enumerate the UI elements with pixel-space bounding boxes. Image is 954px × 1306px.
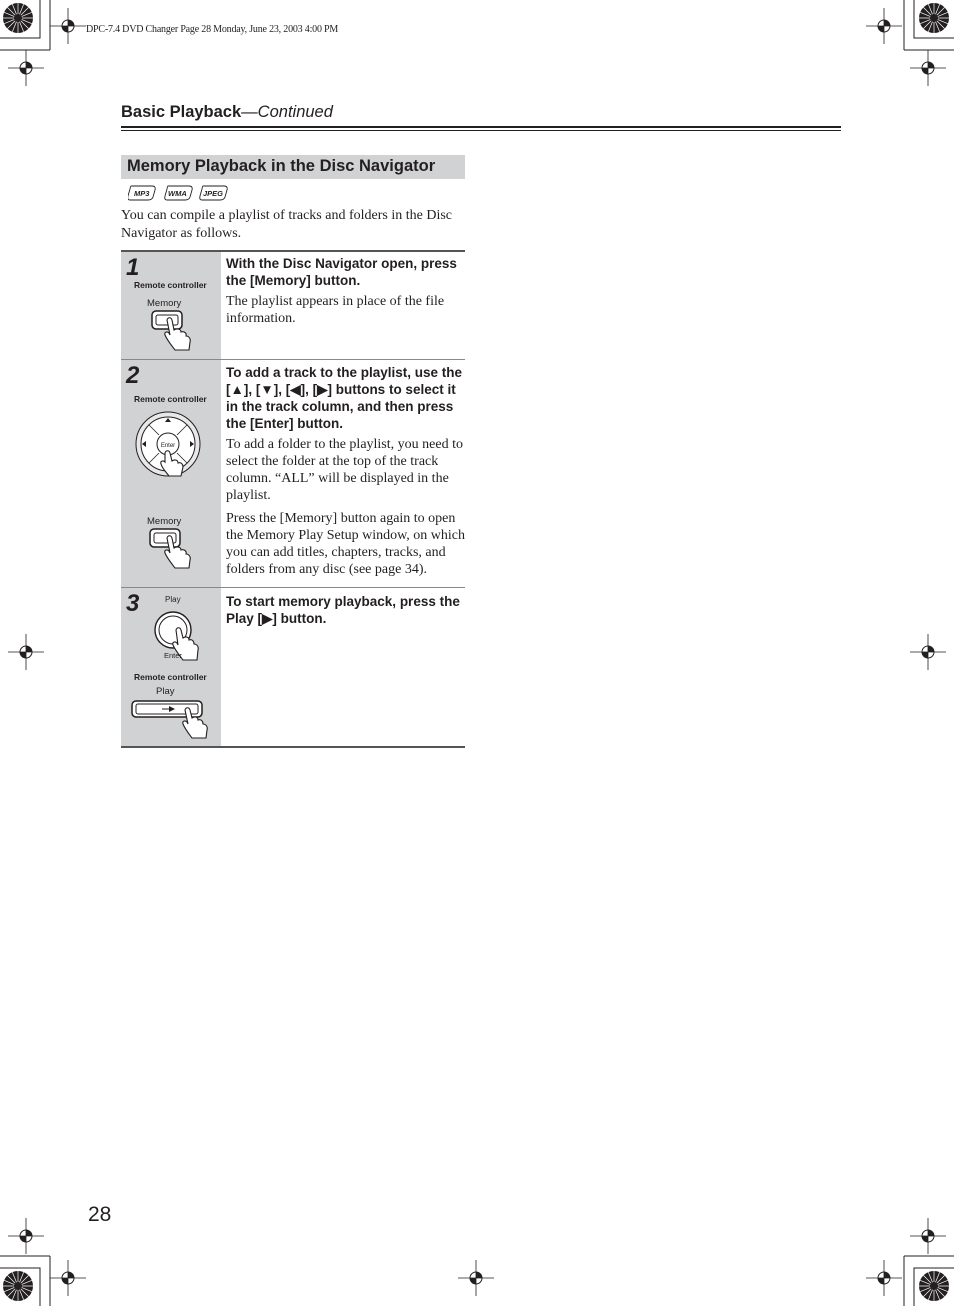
remote-controller-label: Remote controller — [134, 394, 207, 404]
format-badges — [128, 184, 238, 202]
step-2-heading: To add a track to the playlist, use the [▲], [▼], [◀], [▶] buttons to select it in the track column, and then press the [Enter] button. — [226, 365, 463, 431]
step-2-body — [226, 436, 466, 578]
step-2-number: 2 — [126, 362, 140, 389]
step-1-number: 1 — [126, 254, 140, 281]
step-2-paragraph-2: Press the [Memory] button again to open the Memory Play Setup window, on which you can add titles, chapters, tracks, and folders from any disc (see page 34). — [226, 511, 466, 577]
badge-jpeg-label: JPEG — [203, 189, 224, 198]
memory-button-press-icon — [147, 526, 207, 572]
step-3-text — [226, 593, 466, 627]
step-2-paragraph-1: To add a folder to the playlist, you need to select the folder at the top of the track column. “ALL” will be displayed in the playlist. — [226, 437, 463, 503]
header-continued: —Continued — [241, 103, 333, 121]
mp3-badge-icon — [128, 186, 155, 200]
step-2-illustration — [121, 360, 221, 587]
remote-controller-label: Remote controller — [134, 280, 207, 290]
wma-badge-icon — [165, 186, 192, 200]
panel-enter-label: Enter — [164, 651, 182, 660]
badge-mp3-label: MP3 — [134, 189, 150, 198]
step-1-heading: With the Disc Navigator open, press the [Memory] button. — [226, 256, 457, 288]
intro-text: You can compile a playlist of tracks and folders in the Disc Navigator as follows. — [121, 208, 453, 241]
badge-wma-label: WMA — [168, 189, 187, 198]
step-1-body — [226, 293, 466, 327]
step-2-text — [226, 364, 466, 584]
direction-pad-icon — [131, 408, 211, 478]
memory-button-press-icon — [147, 308, 207, 354]
jpeg-badge-icon — [200, 186, 227, 200]
enter-label: Enter — [160, 443, 176, 449]
remote-controller-label: Remote controller — [134, 672, 207, 682]
panel-play-label: Play — [165, 595, 181, 604]
step-3-heading: To start memory playback, press the Play [▶] button. — [226, 594, 460, 626]
memory-button-label: Memory — [147, 516, 182, 527]
memory-button-label: Memory — [147, 298, 182, 309]
page-number: 28 — [88, 1203, 112, 1226]
step-1-paragraph: The playlist appears in place of the file information. — [226, 294, 445, 326]
print-info: DPC-7.4 DVD Changer Page 28 Monday, June 23, 2003 4:00 PM — [86, 24, 339, 35]
play-button-label: Play — [156, 686, 175, 697]
step-3-illustration — [121, 588, 221, 746]
page-header — [121, 103, 333, 122]
header-rule — [121, 126, 841, 128]
header-rule-thin — [121, 130, 841, 131]
step-divider — [121, 746, 465, 748]
step-1-illustration — [121, 252, 221, 359]
step-1-text — [226, 255, 466, 333]
step-3-number: 3 — [126, 590, 140, 617]
header-title: Basic Playback — [121, 103, 242, 121]
play-button-press-icon — [129, 698, 219, 740]
section-title: Memory Playback in the Disc Navigator — [121, 155, 465, 179]
